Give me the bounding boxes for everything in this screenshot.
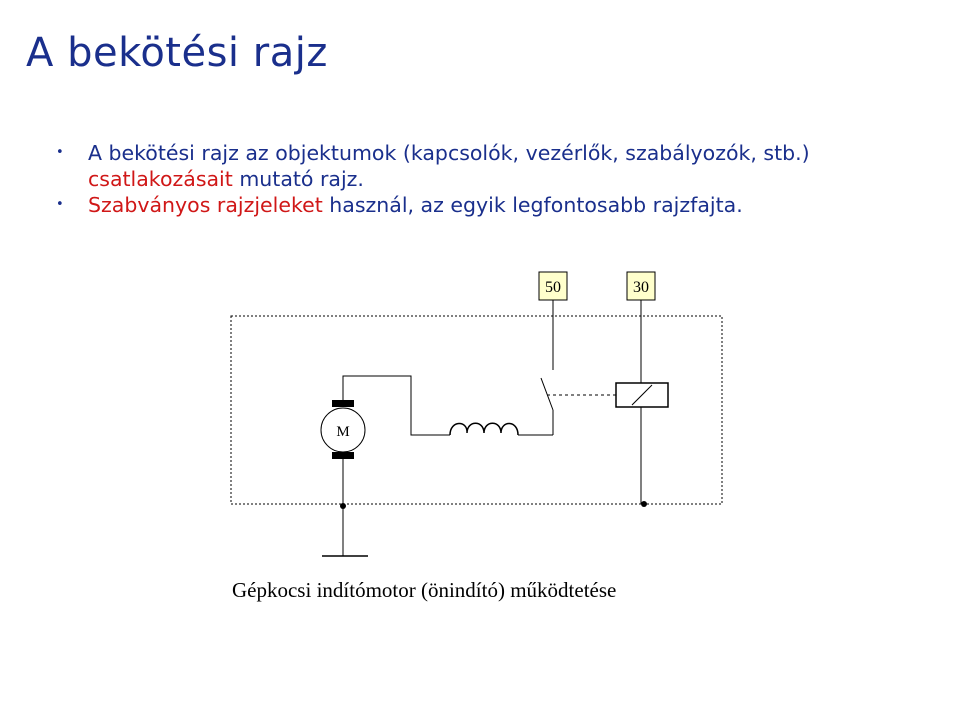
junction-dot-left bbox=[340, 503, 346, 509]
relay-coil-slash bbox=[632, 385, 652, 405]
bullet-2-text: használ, az egyik legfontosabb rajzfajta. bbox=[322, 193, 743, 217]
component-boundary bbox=[231, 316, 722, 504]
motor-brush-bottom bbox=[332, 452, 354, 459]
terminal-50-label: 50 bbox=[545, 279, 561, 296]
bullet-1-highlight: csatlakozásait bbox=[88, 167, 233, 191]
terminal-30-label: 30 bbox=[633, 279, 649, 296]
bullet-1-text-a: A bekötési rajz az objektumok (kapcsolók, vezérlők, szabályozók, stb.) bbox=[88, 141, 810, 165]
diagram-caption: Gépkocsi indítómotor (önindító) működtetése bbox=[232, 578, 617, 602]
bullet-1-text-b: mutató rajz. bbox=[232, 167, 364, 191]
bullet-2-highlight: Szabványos rajzjeleket bbox=[88, 193, 323, 217]
relay-switch-contact bbox=[541, 378, 553, 410]
slide-title: A bekötési rajz bbox=[26, 30, 328, 76]
motor-brush-top bbox=[332, 400, 354, 407]
junction-dot-right bbox=[641, 501, 647, 507]
motor-label: M bbox=[336, 424, 350, 440]
bullet-dot-icon: • bbox=[56, 145, 64, 160]
bullet-dot-icon: • bbox=[56, 197, 64, 212]
inductor-coil bbox=[450, 423, 518, 435]
